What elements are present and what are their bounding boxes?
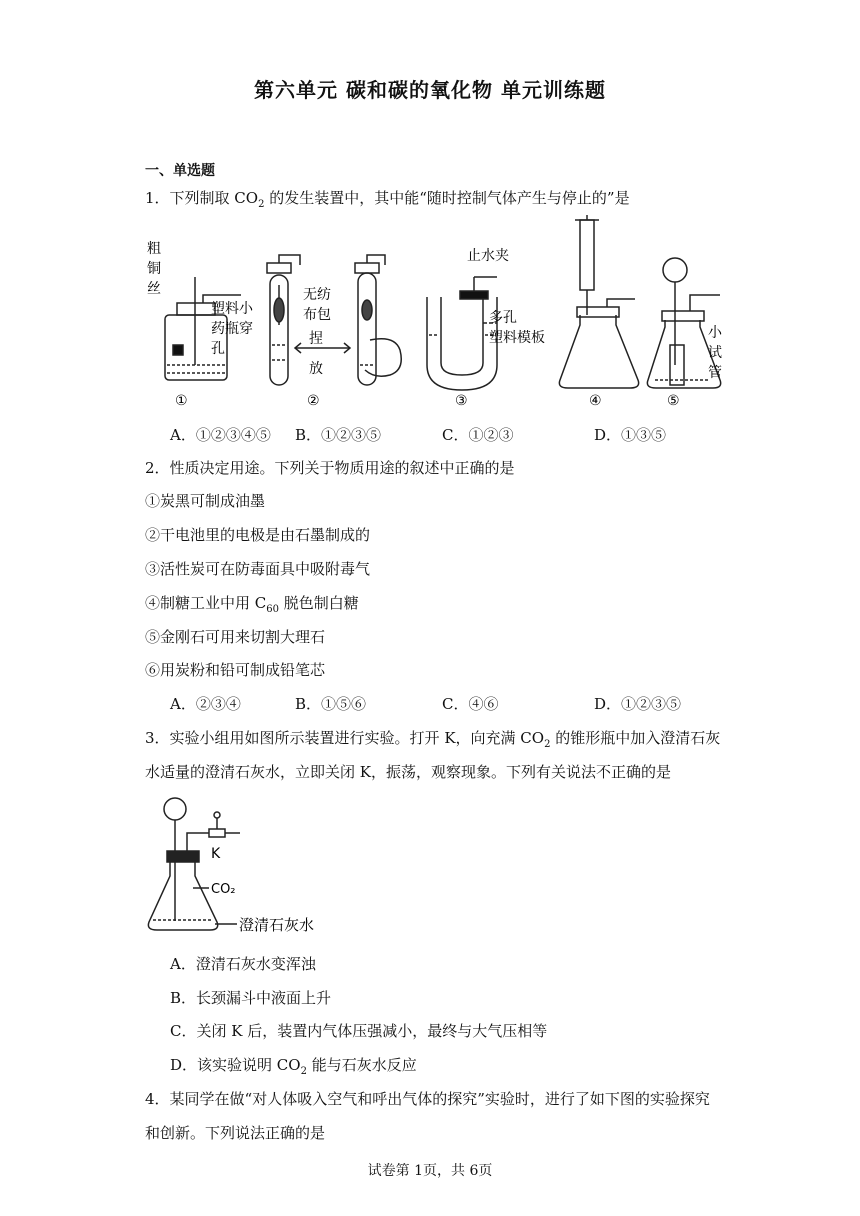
q3-option-c[interactable]: C．关闭 K 后，装置内气体压强减小，最终与大气压相等: [170, 1022, 548, 1040]
svg-text:铜: 铜: [147, 261, 161, 277]
svg-text:止水夹: 止水夹: [467, 248, 509, 264]
page-footer: 试卷第 1页，共 6页: [367, 1163, 493, 1179]
q2-item-6: ⑥用炭粉和铅可制成铅笔芯: [145, 661, 326, 679]
svg-text:塑料模板: 塑料模板: [489, 330, 545, 346]
svg-text:布包: 布包: [303, 307, 331, 323]
q3-stem-line1: 3．实验小组用如图所示装置进行实验。打开 K，向充满 $CO_2$ 的锥形瓶中加入澄清石灰: [145, 729, 721, 750]
svg-text:③: ③: [455, 393, 468, 409]
q1-option-a[interactable]: A．①②③④⑤: [170, 426, 271, 444]
q2-item-1: ①炭黑可制成油墨: [145, 492, 266, 510]
svg-text:孔: 孔: [211, 341, 225, 357]
q2-stem: 2．性质决定用途。下列关于物质用途的叙述中正确的是: [145, 459, 515, 477]
svg-text:塑料小: 塑料小: [211, 301, 253, 317]
svg-text:①: ①: [175, 393, 188, 409]
svg-text:试: 试: [708, 345, 722, 361]
q2-option-b[interactable]: B．①⑤⑥: [295, 695, 367, 713]
page-title: 第六单元 碳和碳的氧化物 单元训练题: [254, 78, 606, 102]
q1-stem: 1．下列制取 $CO_2$ 的发生装置中，其中能“随时控制气体产生与停止的”是: [145, 189, 630, 210]
svg-text:CO₂: CO₂: [211, 882, 236, 897]
q3-option-d[interactable]: D．该实验说明 $CO_2$ 能与石灰水反应: [170, 1056, 417, 1077]
svg-text:澄清石灰水: 澄清石灰水: [239, 916, 315, 934]
svg-text:丝: 丝: [147, 281, 161, 297]
q1-option-b[interactable]: B．①②③⑤: [295, 426, 382, 444]
q2-option-d[interactable]: D．①②③⑤: [594, 695, 682, 713]
svg-text:小: 小: [708, 325, 722, 341]
section-heading: 一、单选题: [145, 163, 215, 179]
svg-text:K: K: [211, 846, 221, 862]
q4-stem-line2: 和创新。下列说法正确的是: [145, 1124, 326, 1142]
q1-apparatus-figure: [145, 215, 725, 410]
q3-apparatus-figure: [145, 796, 360, 936]
svg-text:粗: 粗: [147, 241, 161, 257]
q3-option-a[interactable]: A．澄清石灰水变浑浊: [170, 955, 316, 973]
svg-text:无纺: 无纺: [303, 287, 331, 303]
q2-item-2: ②干电池里的电极是由石墨制成的: [145, 526, 371, 544]
q3-option-b[interactable]: B．长颈漏斗中液面上升: [170, 989, 332, 1007]
svg-text:多孔: 多孔: [489, 310, 517, 326]
q1-option-c[interactable]: C．①②③: [442, 426, 514, 444]
svg-text:④: ④: [589, 393, 602, 409]
svg-text:管: 管: [708, 365, 722, 381]
svg-text:药瓶穿: 药瓶穿: [211, 321, 253, 337]
q4-stem-line1: 4．某同学在做“对人体吸入空气和呼出气体的探究”实验时，进行了如下图的实验探究: [145, 1090, 710, 1108]
q2-item-3: ③活性炭可在防毒面具中吸附毒气: [145, 560, 371, 578]
svg-text:捏: 捏: [309, 331, 323, 347]
q2-item-5: ⑤金刚石可用来切割大理石: [145, 628, 326, 646]
q2-item-4: ④制糖工业中用 $C_{60}$ 脱色制白糖: [145, 594, 359, 615]
svg-text:放: 放: [309, 361, 323, 377]
q1-option-d[interactable]: D．①③⑤: [594, 426, 667, 444]
q2-option-a[interactable]: A．②③④: [170, 695, 241, 713]
q2-option-c[interactable]: C．④⑥: [442, 695, 499, 713]
q3-stem-line2: 水适量的澄清石灰水，立即关闭 K，振荡，观察现象。下列有关说法不正确的是: [145, 763, 671, 781]
svg-text:⑤: ⑤: [667, 393, 680, 409]
svg-text:②: ②: [307, 393, 320, 409]
